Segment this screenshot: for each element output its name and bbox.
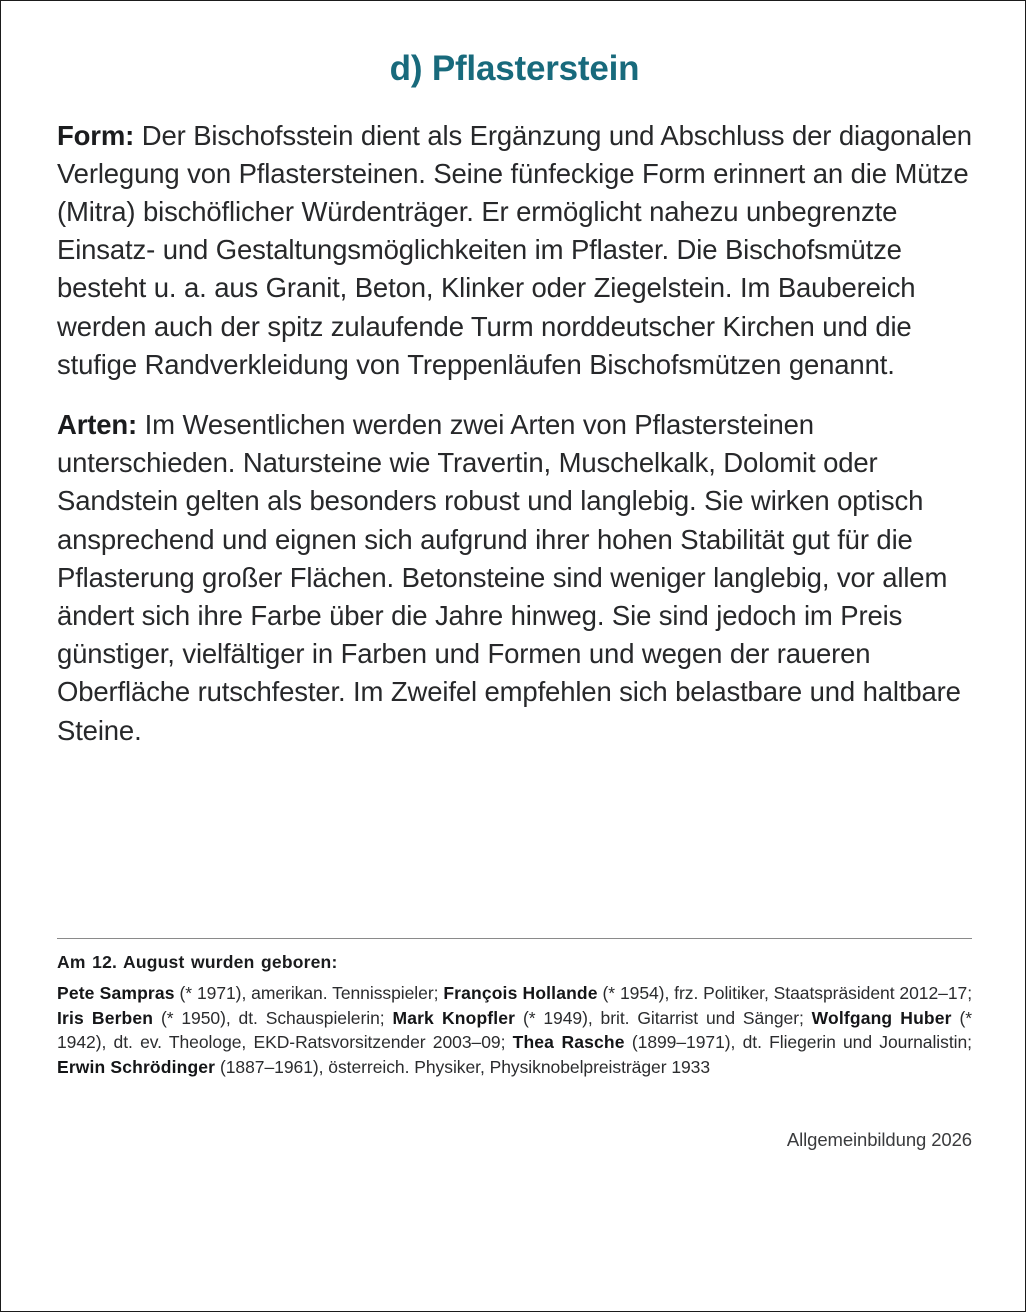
paragraph-lead-label: Form: (57, 119, 135, 151)
paragraph-text: Der Bischofsstein dient als Ergänzung und Abschluss der diagonalen Verlegung von Pflastersteinen. Seine fünfeckige Form erinnert an die Mütze (Mitra) bischöflicher Würdenträger. Er ermöglicht nahezu unbegrenzte Einsatz- und Gestaltungsmöglichkeiten im Pflaster. Die Bischofsmütze besteht u. a. aus Granit, Beton, Klinker oder Ziegelstein. Im Baubereich werden auch der spitz zulaufende Turm norddeutscher Kirchen und die stufige Randverkleidung von Treppenläufen Bischofsmützen genannt. (57, 119, 972, 380)
birthday-person-detail: (* 1949), brit. Gitarrist und Sänger; (515, 1007, 812, 1028)
birthday-person-detail: (* 1942), dt. ev. Theologe, EKD-Ratsvorsitzender 2003–09; (57, 1007, 973, 1053)
birthday-person-name: Erwin Schrödinger (57, 1056, 216, 1077)
birthdays-section (57, 951, 972, 1079)
birthdays-list (57, 981, 972, 1079)
footer-divider (57, 938, 972, 939)
page-title: d) Pflasterstein (389, 49, 640, 88)
birthday-person-detail: (1899–1971), dt. Fliegerin und Journalistin; (624, 1032, 972, 1053)
birthday-person-name: Iris Berben (57, 1007, 154, 1028)
imprint-label: Allgemeinbildung 2026 (786, 1129, 972, 1150)
birthday-person-detail: (* 1950), dt. Schauspielerin; (153, 1007, 393, 1028)
paragraph-text: Im Wesentlichen werden zwei Arten von Pflastersteinen unterschieden. Natursteine wie Travertin, Muschelkalk, Dolomit oder Sandstein gelten als besonders robust und langlebig. Sie wirken optisch ansprechend und eignen sich aufgrund ihrer hohen Stabilität gut für die Pflasterung großer Flächen. Betonsteine sind weniger langlebig, vor allem ändert sich ihre Farbe über die Jahre hinweg. Sie sind jedoch im Preis günstiger, vielfältiger in Farben und Formen und wegen der raueren Oberfläche rutschfester. Im Zweifel empfehlen sich belastbare und haltbare Steine. (57, 408, 961, 746)
birthdays-heading: Am 12. August wurden geboren: (57, 952, 338, 972)
birthday-person-name: Mark Knopfler (392, 1007, 516, 1028)
birthday-person-name: François Hollande (443, 983, 598, 1003)
birthday-person-detail: (1887–1961), österreich. Physiker, Physiknobelpreisträger 1933 (215, 1056, 711, 1077)
birthday-person-name: Pete Sampras (57, 983, 175, 1003)
article-body (57, 117, 972, 750)
birthday-person-detail: (* 1954), frz. Politiker, Staatspräsident 2012–17; (597, 983, 973, 1003)
paragraph-form (57, 117, 972, 384)
paragraph-lead-label: Arten: (57, 408, 138, 440)
birthday-person-detail: (* 1971), amerikan. Tennisspieler; (174, 983, 444, 1003)
page-content-area (57, 1, 972, 1311)
birthday-person-name: Thea Rasche (512, 1032, 625, 1053)
paragraph-arten (57, 406, 972, 750)
birthday-person-name: Wolfgang Huber (811, 1007, 952, 1028)
